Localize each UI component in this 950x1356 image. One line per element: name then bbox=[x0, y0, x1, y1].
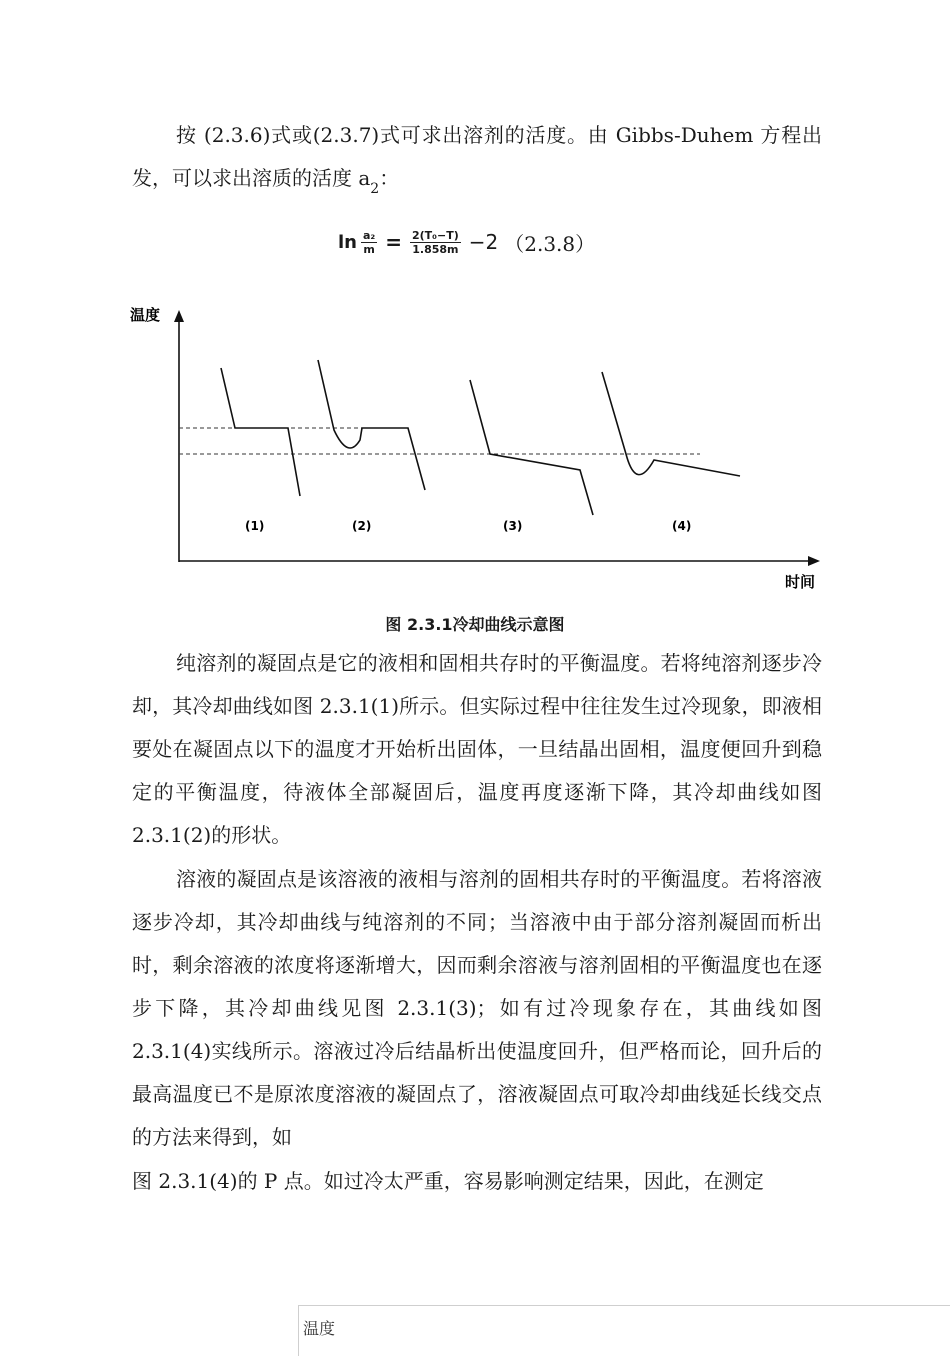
rhs-denominator: 1.858m bbox=[412, 242, 459, 256]
subscript-2: 2 bbox=[370, 181, 380, 197]
lhs-fraction bbox=[361, 229, 377, 256]
paragraph-continuation: 图 2.3.1(4)的 P 点。如过冷太严重，容易影响测定结果，因此，在测定 bbox=[132, 1169, 764, 1193]
paragraph-solution: 溶液的凝固点是该溶液的液相与溶剂的固相共存时的平衡温度。若将溶液逐步冷却，其冷却曲线与纯溶剂的不同；当溶液中由于部分溶剂凝固而析出时，剩余溶液的浓度将逐渐增大，因而剩余溶液与溶剂固相的平衡温度也在逐步下降，其冷却曲线见图 2.3.1(3)；如有过冷现象存在，其曲线如图 2.3.1(4)实线所示。溶液过冷后结晶析出使温度回升，但严格而论，回升后的最高温度已不是原浓度溶液的凝固点了，溶液凝固点可取冷却曲线延长线交点的方法来得到，如 bbox=[132, 867, 822, 1149]
rhs-fraction bbox=[410, 229, 461, 256]
curve-label-4: (4) bbox=[672, 519, 692, 533]
intro-paragraph bbox=[132, 114, 822, 211]
curve-label-1: (1) bbox=[245, 519, 265, 533]
intro-text: 按 (2.3.6)式或(2.3.7)式可求出溶剂的活度。由 Gibbs-Duhem 方程出发，可以求出溶质的活度 a bbox=[132, 123, 822, 190]
ln-symbol: ln bbox=[338, 231, 357, 253]
next-page-text: 温度 bbox=[303, 1319, 336, 1338]
curve-label-2: (2) bbox=[352, 519, 372, 533]
curve-4 bbox=[602, 372, 740, 476]
paragraph-pure-solvent: 纯溶剂的凝固点是它的液相和固相共存时的平衡温度。若将纯溶剂逐步冷却，其冷却曲线如图 2.3.1(1)所示。但实际过程中往往发生过冷现象，即液相要处在凝固点以下的温度才开始析出固体，一旦结晶出固相，温度便回升到稳定的平衡温度，待液体全部凝固后，温度再度逐渐下降，其冷却曲线如图 2.3.1(2)的形状。 bbox=[132, 651, 822, 847]
curve-2 bbox=[318, 360, 425, 490]
y-axis-label: 温度 bbox=[130, 306, 161, 324]
curve-3 bbox=[470, 380, 593, 515]
next-page-fragment bbox=[298, 1305, 950, 1356]
intro-end: ： bbox=[379, 166, 400, 190]
lhs-denominator: m bbox=[363, 242, 375, 256]
rhs-numerator: 2(T₀−T) bbox=[412, 228, 459, 242]
equation-2-3-8 bbox=[338, 222, 595, 262]
equals-sign: = bbox=[385, 230, 402, 254]
y-axis-arrow bbox=[174, 310, 184, 322]
equation-body bbox=[338, 229, 498, 256]
cooling-curve-figure bbox=[120, 300, 830, 600]
curve-1 bbox=[221, 368, 300, 496]
lhs-numerator: a₂ bbox=[362, 228, 376, 242]
minus-two: −2 bbox=[468, 230, 499, 254]
curve-label-3: (3) bbox=[503, 519, 523, 533]
x-axis-arrow bbox=[808, 556, 820, 566]
x-axis-label: 时间 bbox=[785, 573, 816, 591]
equation-number: （2.3.8） bbox=[504, 231, 596, 256]
figure-caption: 图 2.3.1冷却曲线示意图 bbox=[385, 615, 565, 634]
